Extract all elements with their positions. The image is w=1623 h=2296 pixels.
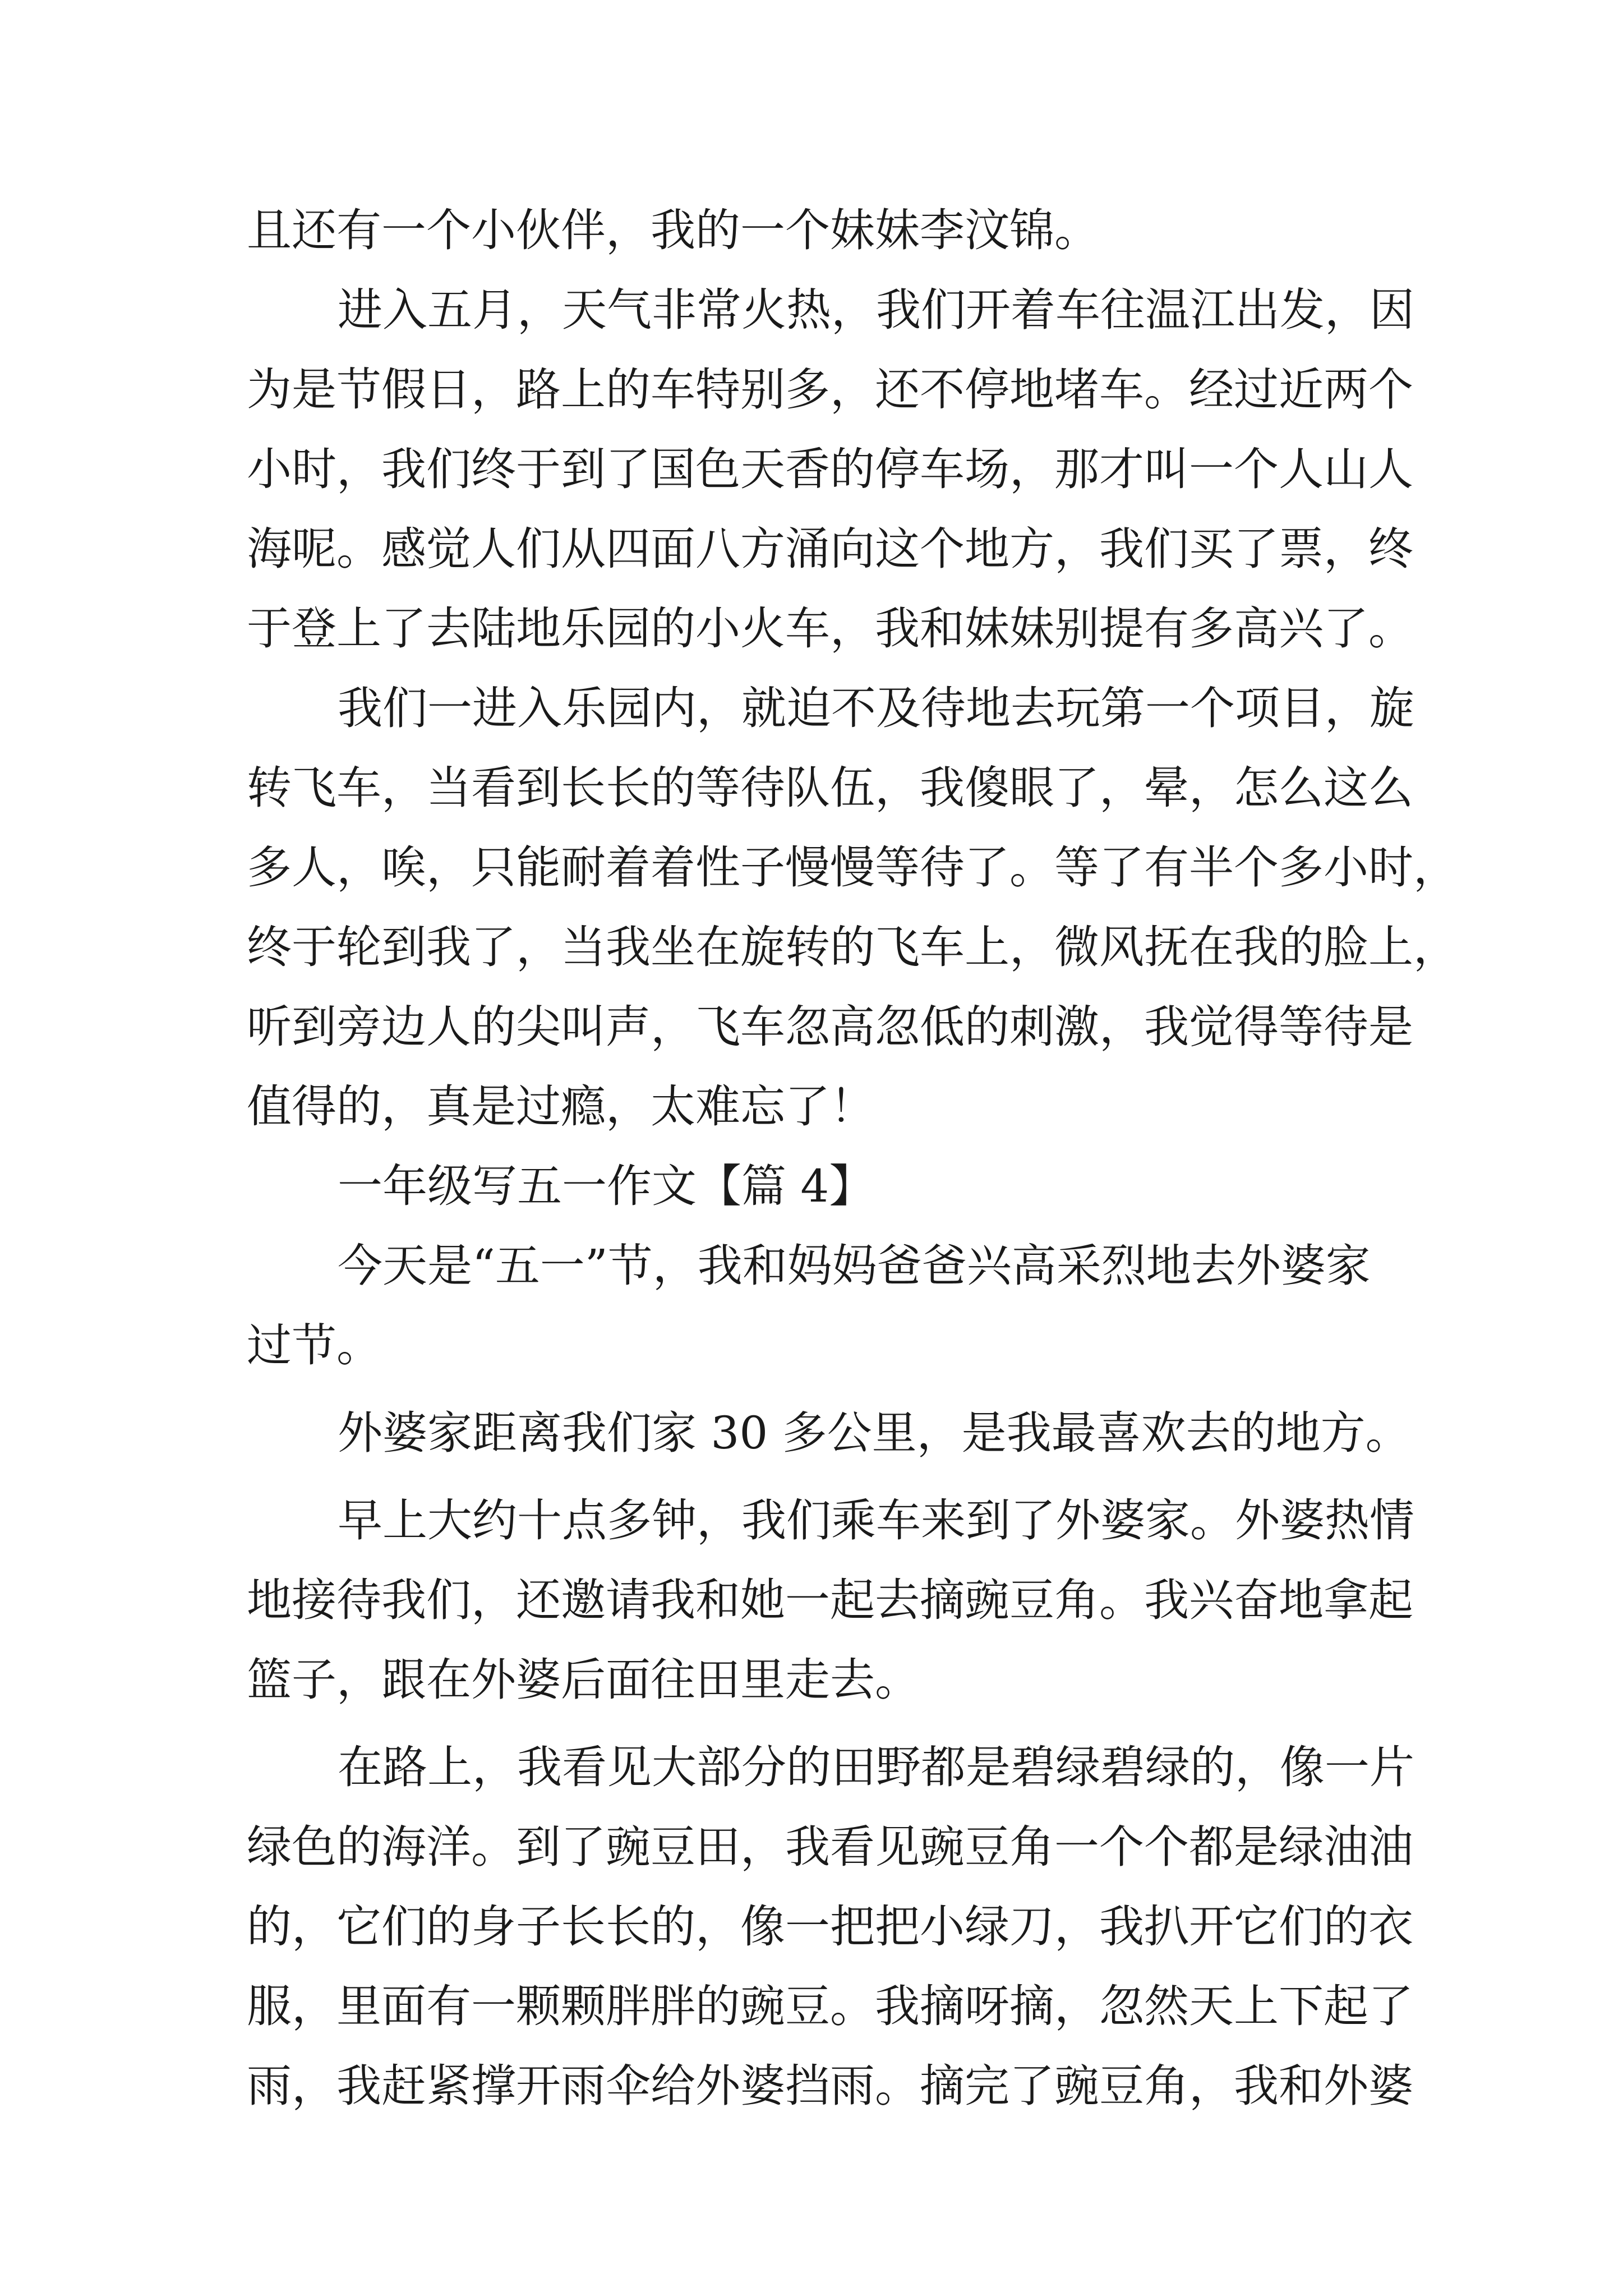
text-line: 转飞车，当看到长长的等待队伍，我傻眼了，晕，怎么这么 <box>247 762 1413 814</box>
section-heading: 一年级写五一作文【篇 4】 <box>338 1160 874 1212</box>
text-line: 为是节假日，路上的车特别多，还不停地堵车。经过近两个 <box>247 364 1413 416</box>
paragraph-start-line: 外婆家距离我们家 30 多公里，是我最喜欢去的地方。 <box>338 1407 1410 1459</box>
text-line: 过节。 <box>247 1319 381 1372</box>
text-line: 值得的，真是过瘾，太难忘了！ <box>247 1080 875 1133</box>
paragraph-start-line: 在路上，我看见大部分的田野都是碧绿碧绿的，像一片 <box>338 1741 1414 1793</box>
text-line: 于登上了去陆地乐园的小火车，我和妹妹别提有多高兴了。 <box>247 602 1413 655</box>
paragraph-start-line: 早上大约十点多钟，我们乘车来到了外婆家。外婆热情 <box>338 1494 1414 1547</box>
text-line: 小时，我们终于到了国色天香的停车场，那才叫一个人山人 <box>247 443 1413 495</box>
text-line: 地接待我们，还邀请我和她一起去摘豌豆角。我兴奋地拿起 <box>247 1574 1413 1626</box>
text-line: 海呢。感觉人们从四面八方涌向这个地方，我们买了票，终 <box>247 523 1413 575</box>
text-line: 听到旁边人的尖叫声，飞车忽高忽低的刺激，我觉得等待是 <box>247 1001 1413 1053</box>
text-line: 且还有一个小伙伴，我的一个妹妹李汶锦。 <box>247 204 1099 256</box>
text-line: 服，里面有一颗颗胖胖的豌豆。我摘呀摘，忽然天上下起了 <box>247 1980 1413 2032</box>
text-line: 的，它们的身子长长的，像一把把小绿刀，我扒开它们的衣 <box>247 1901 1413 1953</box>
paragraph-start-line: 今天是“五一”节，我和妈妈爸爸兴高采烈地去外婆家 <box>338 1240 1371 1292</box>
essay-body <box>247 191 1458 2126</box>
text-line: 篮子，跟在外婆后面往田里走去。 <box>247 1654 920 1706</box>
text-line: 多人，唉，只能耐着着性子慢慢等待了。等了有半个多小时， <box>247 841 1458 894</box>
text-line: 雨，我赶紧撑开雨伞给外婆挡雨。摘完了豌豆角，我和外婆 <box>247 2060 1413 2112</box>
paragraph-start-line: 进入五月，天气非常火热，我们开着车往温江出发，因 <box>338 284 1414 336</box>
text-line: 绿色的海洋。到了豌豆田，我看见豌豆角一个个都是绿油油 <box>247 1821 1413 1873</box>
text-line: 终于轮到我了，当我坐在旋转的飞车上，微风抚在我的脸上， <box>247 921 1458 973</box>
paragraph-start-line: 我们一进入乐园内，就迫不及待地去玩第一个项目，旋 <box>338 682 1414 734</box>
